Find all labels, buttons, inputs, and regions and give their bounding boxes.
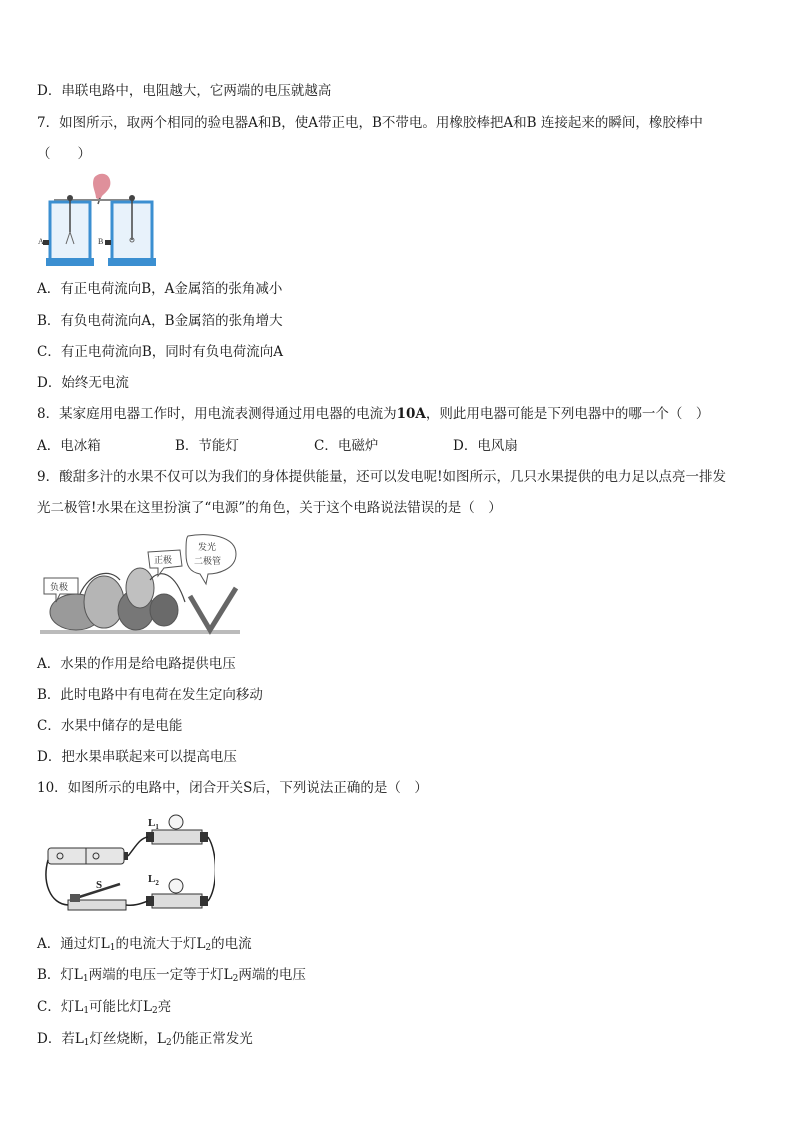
q8-option-b: B．节能灯 [175, 438, 239, 454]
fruit-icon [50, 568, 178, 630]
q8-stem-pre: 8．某家庭用电器工作时，用电流表测得通过用电器的电流为 [37, 406, 397, 422]
q8-stem-value: 10A [396, 406, 426, 422]
q8-option-c: C．电磁炉 [314, 438, 379, 454]
label-switch: S [96, 879, 103, 891]
label-l1: $L_1$ [148, 817, 159, 831]
q9-option-b: B．此时电路中有电荷在发生定向移动 [37, 687, 263, 703]
q9-stem-line1: 9．酸甜多汁的水果不仅可以为我们的身体提供能量，还可以发电呢!如图所示，几只水果提供的电力足以点亮一排发 [37, 469, 727, 485]
label-led-line2: 二极管 [194, 557, 222, 567]
q10-option-a: A．通过灯$L_1$的电流大于灯$L_2$的电流 [37, 936, 252, 953]
q8-option-a: A．电冰箱 [37, 438, 101, 454]
q8-options [37, 437, 577, 455]
circuit-figure [40, 812, 215, 920]
q10-stem: 10．如图所示的电路中，闭合开关S后，下列说法正确的是（ ） [37, 780, 428, 796]
q7-stem-line1: 7．如图所示，取两个相同的验电器A和B，使A带正电，B不带电。用橡胶棒把A和B 连接起来的瞬间，橡胶棒中 [37, 115, 703, 131]
label-led-line1: 发光 [198, 543, 217, 553]
label-l2: $L_2$ [148, 873, 159, 887]
q8-option-d: D．电风扇 [453, 438, 518, 454]
q9-option-c: C．水果中储存的是电能 [37, 718, 183, 734]
battery-icon [48, 848, 128, 864]
q8-stem [37, 405, 709, 423]
q8-stem-post: ，则此用电器可能是下列电器中的哪一个（ ） [425, 406, 710, 422]
label-negative: 负极 [50, 583, 69, 593]
q9-stem-line2: 光二极管!水果在这里扮演了“电源”的角色，关于这个电路说法错误的是（ ） [37, 500, 502, 516]
label-positive: 正极 [154, 556, 173, 566]
q7-option-c: C．有正电荷流向B，同时有负电荷流向A [37, 344, 283, 360]
q10-option-d: D．若$L_1$灯丝烧断，$L_2$仍能正常发光 [37, 1031, 253, 1048]
electroscope-a-icon [43, 195, 94, 266]
q9-option-d: D．把水果串联起来可以提高电压 [37, 749, 237, 765]
electroscope-figure [36, 170, 166, 270]
q7-option-b: B．有负电荷流向A，B金属箔的张角增大 [37, 313, 283, 329]
q7-option-d: D．始终无电流 [37, 375, 129, 391]
q7-option-a: A．有正电荷流向B，A金属箔的张角减小 [37, 281, 283, 297]
label-a: A [38, 237, 44, 246]
led-icon [190, 588, 236, 630]
q6-option-d: D．串联电路中，电阻越大，它两端的电压就越高 [37, 83, 332, 99]
q9-option-a: A．水果的作用是给电路提供电压 [37, 656, 236, 672]
q7-stem-line2: （ ） [37, 146, 91, 162]
label-b: B [98, 237, 104, 246]
q10-option-c: C．灯$L_1$可能比灯$L_2$亮 [37, 999, 172, 1016]
q10-option-b: B．灯$L_1$两端的电压一定等于灯$L_2$两端的电压 [37, 967, 306, 984]
fruit-battery-figure [40, 532, 245, 638]
electroscope-b-icon [105, 195, 156, 266]
